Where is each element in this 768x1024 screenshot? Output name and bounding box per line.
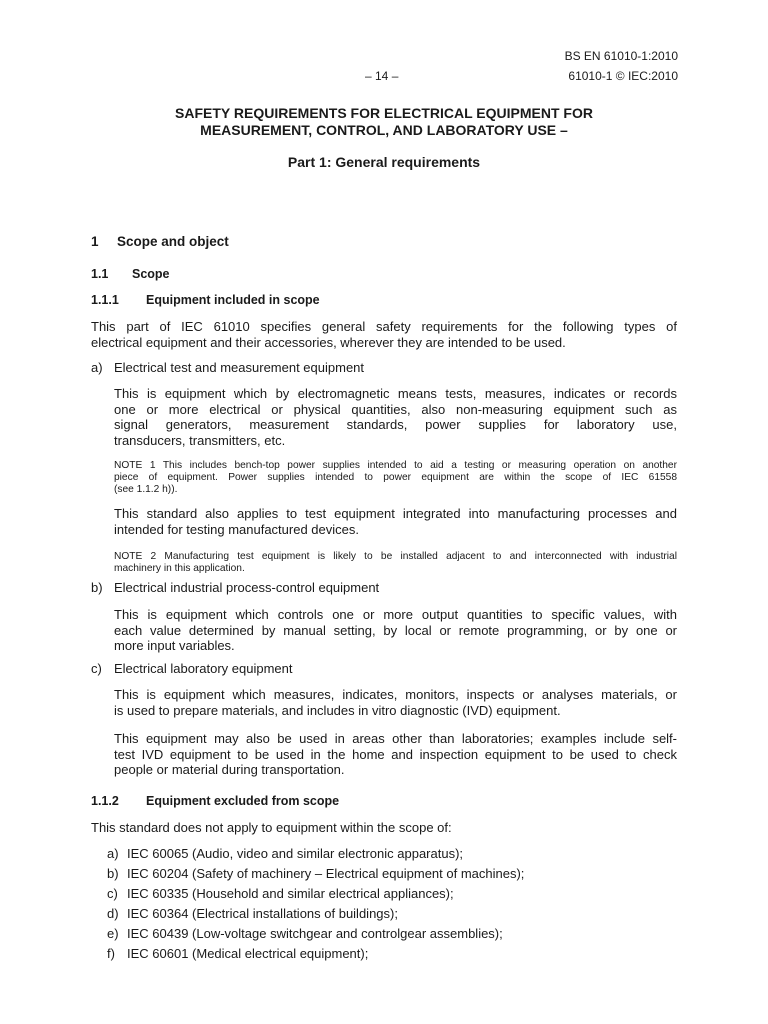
section-1-heading	[91, 234, 229, 249]
item-b-paragraph-1	[114, 607, 677, 654]
section-number: 1.1.1	[91, 293, 119, 307]
text-line: test IVD equipment to be used in the home and inspection equipment to be used to check	[114, 746, 677, 762]
text-line: signal generators, measurement standards, power supplies for laboratory use,	[114, 417, 677, 432]
text-line: more input variables.	[114, 638, 235, 653]
list-item-marker: b)	[107, 866, 119, 881]
text-line: piece of equipment. Power supplies intended to power equipment are within the scope of IEC 61558	[114, 472, 677, 484]
text-line: each value determined by manual setting, by local or remote programming, or by one or	[114, 622, 677, 638]
section-number: 1.1.2	[91, 794, 119, 808]
list-item-marker: e)	[107, 926, 119, 941]
section-title: Scope	[132, 267, 170, 281]
text-line: This is equipment which controls one or more output quantities to specific values, with	[114, 607, 677, 622]
section-title: Equipment excluded from scope	[146, 794, 340, 808]
text-line: NOTE 1 This includes bench-top power supplies intended to aid a testing or measuring operation on another	[114, 460, 677, 471]
list-item-marker: d)	[107, 906, 119, 921]
list-item: IEC 60364 (Electrical installations of buildings);	[127, 906, 398, 921]
item-a-paragraph-2	[114, 506, 677, 537]
text-line: electrical equipment and their accessories, wherever they are intended to be used.	[91, 334, 566, 350]
item-c-paragraph-2	[114, 731, 677, 778]
list-item: IEC 60439 (Low-voltage switchgear and controlgear assemblies);	[127, 926, 503, 941]
text-line: is used to prepare materials, and includes in vitro diagnostic (IVD) equipment.	[114, 702, 561, 718]
page-number: – 14 –	[365, 69, 399, 83]
text-line: machinery in this application.	[114, 563, 245, 575]
text-line: intended for testing manufactured devices.	[114, 521, 359, 537]
iec-reference: 61010-1 © IEC:2010	[568, 69, 678, 83]
text-line: people or material during transportation.	[114, 762, 345, 777]
title-line-2: MEASUREMENT, CONTROL, AND LABORATORY USE –	[200, 122, 568, 138]
text-line: This equipment may also be used in areas other than laboratories; examples include self-	[114, 731, 677, 746]
section-title: Equipment included in scope	[146, 293, 320, 307]
list-item: IEC 60065 (Audio, video and similar electronic apparatus);	[127, 846, 464, 861]
item-a-label: Electrical test and measurement equipment	[114, 360, 365, 375]
item-c-paragraph-1	[114, 687, 677, 718]
item-a-marker: a)	[91, 360, 103, 375]
list-item: IEC 60335 (Household and similar electrical appliances);	[127, 886, 454, 901]
section-title: Scope and object	[117, 234, 229, 249]
item-b-marker: b)	[91, 580, 103, 595]
text-line: This is equipment which measures, indicates, monitors, inspects or analyses materials, or	[114, 687, 677, 702]
text-line: This part of IEC 61010 specifies general safety requirements for the following types of	[91, 319, 677, 334]
excluded-intro: This standard does not apply to equipment within the scope of:	[91, 820, 452, 835]
text-line: This is equipment which by electromagnetic means tests, measures, indicates or records	[114, 386, 677, 401]
note-2	[114, 551, 677, 575]
section-number: 1.1	[91, 267, 109, 281]
text-line: NOTE 2 Manufacturing test equipment is likely to be installed adjacent to and interconnected with industrial	[114, 551, 677, 562]
standard-code: BS EN 61010-1:2010	[564, 49, 678, 63]
list-item: IEC 60601 (Medical electrical equipment);	[127, 946, 369, 961]
part-title: Part 1: General requirements	[287, 154, 481, 170]
section-1-1-2-heading	[91, 794, 339, 808]
item-b-label: Electrical industrial process-control equipment	[114, 580, 380, 595]
title-line-1: SAFETY REQUIREMENTS FOR ELECTRICAL EQUIPMENT FOR	[175, 105, 593, 121]
item-c-marker: c)	[91, 661, 102, 676]
section-1-1-1-heading	[91, 293, 320, 307]
text-line: (see 1.1.2 h)).	[114, 484, 178, 496]
item-c-label: Electrical laboratory equipment	[114, 661, 293, 676]
list-item: IEC 60204 (Safety of machinery – Electrical equipment of machines);	[127, 866, 525, 881]
text-line: This standard also applies to test equipment integrated into manufacturing processes and	[114, 506, 677, 521]
note-1	[114, 460, 677, 497]
section-1-1-heading	[91, 267, 170, 281]
text-line: one or more electrical or physical quantities, also non-measuring equipment such as	[114, 401, 677, 417]
intro-paragraph	[91, 319, 677, 350]
section-number: 1	[91, 234, 99, 249]
list-item-marker: f)	[107, 946, 115, 961]
list-item-marker: c)	[107, 886, 118, 901]
item-a-paragraph-1	[114, 386, 677, 448]
text-line: transducers, transmitters, etc.	[114, 432, 286, 448]
list-item-marker: a)	[107, 846, 119, 861]
